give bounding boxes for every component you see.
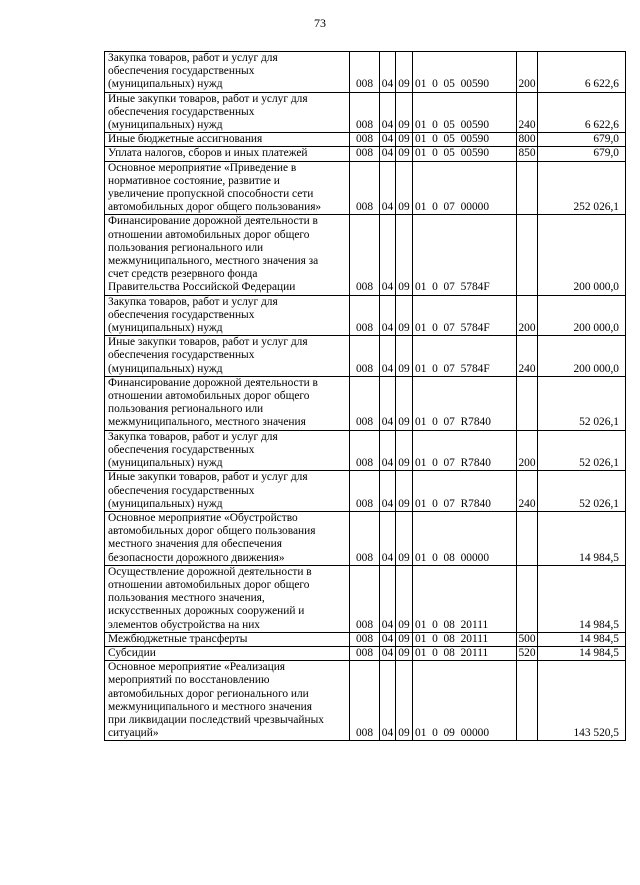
row-name-line: автомобильных дорог общего пользования» xyxy=(108,201,322,214)
section-code: 04 xyxy=(380,471,396,512)
section-code: 04 xyxy=(380,133,396,147)
row-name-line: обеспечения государственных xyxy=(108,65,255,78)
target-article-code: 01 0 07 5784F xyxy=(413,295,517,336)
row-name xyxy=(105,161,350,215)
target-article-code: 01 0 05 00590 xyxy=(413,52,517,93)
subsection-code: 09 xyxy=(396,147,413,161)
budget-table-body xyxy=(105,52,626,741)
row-name-line: обеспечения государственных xyxy=(108,484,255,497)
table-row xyxy=(105,661,626,741)
row-name-line: Закупка товаров, работ и услуг для xyxy=(108,295,278,308)
target-article-code: 01 0 05 00590 xyxy=(413,147,517,161)
expense-type-code xyxy=(517,376,538,430)
row-name xyxy=(105,661,350,741)
row-name-line: обеспечения государственных xyxy=(108,349,255,362)
row-name-line: межмуниципального, местного значения за xyxy=(108,255,319,268)
row-name-line: Закупка товаров, работ и услуг для xyxy=(108,52,278,64)
table-row xyxy=(105,511,626,565)
target-article-code: 01 0 05 00590 xyxy=(413,133,517,147)
target-article-code: 01 0 08 20111 xyxy=(413,646,517,660)
budget-table xyxy=(104,51,626,741)
row-name-line: безопасности дорожного движения» xyxy=(108,551,285,564)
row-name-line: Основное мероприятие «Реализация xyxy=(108,661,286,674)
amount: 14 984,5 xyxy=(538,646,626,660)
target-article-code: 01 0 08 20111 xyxy=(413,632,517,646)
amount: 679,0 xyxy=(538,133,626,147)
row-name-line: (муниципальных) нужд xyxy=(108,497,223,510)
row-name-line: местного значения для обеспечения xyxy=(108,538,282,551)
target-article-code: 01 0 08 20111 xyxy=(413,565,517,632)
row-name-line: Иные бюджетные ассигнования xyxy=(108,133,263,146)
ministry-code: 008 xyxy=(350,215,380,295)
subsection-code: 09 xyxy=(396,52,413,93)
row-name-line: пользования регионального или xyxy=(108,403,264,416)
subsection-code: 09 xyxy=(396,471,413,512)
table-row xyxy=(105,161,626,215)
subsection-code: 09 xyxy=(396,161,413,215)
table-row xyxy=(105,565,626,632)
ministry-code: 008 xyxy=(350,133,380,147)
ministry-code: 008 xyxy=(350,430,380,471)
row-name-line: Финансирование дорожной деятельности в xyxy=(108,376,318,389)
row-name-line: Иные закупки товаров, работ и услуг для xyxy=(108,471,308,484)
ministry-code: 008 xyxy=(350,295,380,336)
section-code: 04 xyxy=(380,661,396,741)
row-name-line: Осуществление дорожной деятельности в xyxy=(108,565,312,578)
row-name-line: автомобильных дорог общего пользования xyxy=(108,525,316,538)
ministry-code: 008 xyxy=(350,376,380,430)
amount: 6 622,6 xyxy=(538,52,626,93)
target-article-code: 01 0 07 5784F xyxy=(413,336,517,377)
section-code: 04 xyxy=(380,632,396,646)
table-row xyxy=(105,147,626,161)
table-row xyxy=(105,92,626,133)
ministry-code: 008 xyxy=(350,52,380,93)
amount: 52 026,1 xyxy=(538,376,626,430)
row-name-line: Субсидии xyxy=(108,646,156,659)
row-name-line: пользования местного значения, xyxy=(108,592,265,605)
row-name xyxy=(105,376,350,430)
amount: 200 000,0 xyxy=(538,295,626,336)
expense-type-code: 520 xyxy=(518,646,536,659)
section-code: 04 xyxy=(380,161,396,215)
section-code: 04 xyxy=(380,376,396,430)
row-name xyxy=(105,430,350,471)
row-name-line: обеспечения государственных xyxy=(108,105,255,118)
row-name-line: (муниципальных) нужд xyxy=(108,457,223,470)
section-code: 04 xyxy=(380,147,396,161)
table-row xyxy=(105,376,626,430)
target-article-code: 01 0 07 5784F xyxy=(413,215,517,295)
expense-type-code xyxy=(517,511,538,565)
row-name-line: Основное мероприятие «Приведение в xyxy=(108,161,297,174)
table-row xyxy=(105,632,626,646)
row-name-line: при ликвидации последствий чрезвычайных xyxy=(108,713,324,726)
row-name-line: элементов обустройства на них xyxy=(108,618,260,631)
row-name-line: Иные закупки товаров, работ и услуг для xyxy=(108,92,308,105)
table-row xyxy=(105,52,626,93)
target-article-code: 01 0 07 00000 xyxy=(413,161,517,215)
row-name-line: обеспечения государственных xyxy=(108,443,255,456)
amount: 14 984,5 xyxy=(538,511,626,565)
row-name-line: Закупка товаров, работ и услуг для xyxy=(108,430,278,443)
table-row xyxy=(105,133,626,147)
ministry-code: 008 xyxy=(350,661,380,741)
ministry-code: 008 xyxy=(350,632,380,646)
section-code: 04 xyxy=(380,430,396,471)
ministry-code: 008 xyxy=(350,92,380,133)
row-name-line: обеспечения государственных xyxy=(108,308,255,321)
expense-type-code: 850 xyxy=(518,147,536,160)
row-name-line: искусственных дорожных сооружений и xyxy=(108,605,305,618)
expense-type-code: 200 xyxy=(517,295,538,336)
subsection-code: 09 xyxy=(396,646,413,660)
row-name-line: (муниципальных) нужд xyxy=(108,362,223,375)
subsection-code: 09 xyxy=(396,215,413,295)
expense-type-code xyxy=(517,161,538,215)
table-row xyxy=(105,646,626,660)
row-name xyxy=(105,92,350,133)
section-code: 04 xyxy=(380,295,396,336)
page-number: 73 xyxy=(314,16,326,30)
subsection-code: 09 xyxy=(396,133,413,147)
subsection-code: 09 xyxy=(396,430,413,471)
row-name-line: Межбюджетные трансферты xyxy=(108,632,248,645)
row-name-line: пользования регионального или xyxy=(108,241,264,254)
row-name xyxy=(105,147,350,161)
section-code: 04 xyxy=(380,511,396,565)
expense-type-code: 240 xyxy=(517,336,538,377)
expense-type-code: 240 xyxy=(517,92,538,133)
row-name-line: отношении автомобильных дорог общего xyxy=(108,228,310,241)
section-code: 04 xyxy=(380,565,396,632)
row-name-line: Финансирование дорожной деятельности в xyxy=(108,215,318,228)
expense-type-code: 240 xyxy=(517,471,538,512)
section-code: 04 xyxy=(380,92,396,133)
table-row xyxy=(105,295,626,336)
row-name xyxy=(105,295,350,336)
subsection-code: 09 xyxy=(396,565,413,632)
row-name xyxy=(105,632,350,646)
subsection-code: 09 xyxy=(396,376,413,430)
row-name-line: (муниципальных) нужд xyxy=(108,78,223,91)
ministry-code: 008 xyxy=(350,161,380,215)
row-name-line: ситуаций» xyxy=(108,727,159,740)
row-name-line: (муниципальных) нужд xyxy=(108,119,223,132)
row-name-line: Уплата налогов, сборов и иных платежей xyxy=(108,147,308,160)
target-article-code: 01 0 07 R7840 xyxy=(413,376,517,430)
row-name-line: межмуниципального, местного значения xyxy=(108,416,306,429)
target-article-code: 01 0 08 00000 xyxy=(413,511,517,565)
amount: 252 026,1 xyxy=(538,161,626,215)
expense-type-code xyxy=(517,565,538,632)
row-name-line: нормативное состояние, развитие и xyxy=(108,174,280,187)
table-row xyxy=(105,430,626,471)
target-article-code: 01 0 09 00000 xyxy=(413,661,517,741)
amount: 52 026,1 xyxy=(538,430,626,471)
row-name xyxy=(105,215,350,295)
row-name xyxy=(105,336,350,377)
expense-type-code: 500 xyxy=(518,632,536,645)
amount: 14 984,5 xyxy=(538,632,626,646)
row-name-line: Иные закупки товаров, работ и услуг для xyxy=(108,336,308,349)
row-name xyxy=(105,133,350,147)
row-name xyxy=(105,471,350,512)
row-name xyxy=(105,511,350,565)
ministry-code: 008 xyxy=(350,565,380,632)
table-row xyxy=(105,336,626,377)
row-name-line: Основное мероприятие «Обустройство xyxy=(108,511,298,524)
target-article-code: 01 0 07 R7840 xyxy=(413,471,517,512)
amount: 52 026,1 xyxy=(538,471,626,512)
row-name-line: Правительства Российской Федерации xyxy=(108,281,296,294)
ministry-code: 008 xyxy=(350,471,380,512)
subsection-code: 09 xyxy=(396,336,413,377)
subsection-code: 09 xyxy=(396,92,413,133)
expense-type-code: 200 xyxy=(517,430,538,471)
section-code: 04 xyxy=(380,52,396,93)
table-row xyxy=(105,215,626,295)
subsection-code: 09 xyxy=(396,661,413,741)
row-name xyxy=(105,646,350,660)
amount: 6 622,6 xyxy=(538,92,626,133)
target-article-code: 01 0 05 00590 xyxy=(413,92,517,133)
row-name xyxy=(105,565,350,632)
target-article-code: 01 0 07 R7840 xyxy=(413,430,517,471)
row-name-line: увеличение пропускной способности сети xyxy=(108,188,314,201)
section-code: 04 xyxy=(380,215,396,295)
ministry-code: 008 xyxy=(350,336,380,377)
row-name-line: (муниципальных) нужд xyxy=(108,322,223,335)
amount: 200 000,0 xyxy=(538,336,626,377)
row-name-line: отношении автомобильных дорог общего xyxy=(108,390,310,403)
amount: 143 520,5 xyxy=(538,661,626,741)
subsection-code: 09 xyxy=(396,511,413,565)
row-name-line: автомобильных дорог регионального или xyxy=(108,687,309,700)
row-name-line: счет средств резервного фонда xyxy=(108,268,258,281)
row-name-line: отношении автомобильных дорог общего xyxy=(108,578,310,591)
ministry-code: 008 xyxy=(350,147,380,161)
row-name xyxy=(105,52,350,93)
amount: 14 984,5 xyxy=(538,565,626,632)
section-code: 04 xyxy=(380,336,396,377)
table-row xyxy=(105,471,626,512)
subsection-code: 09 xyxy=(396,295,413,336)
section-code: 04 xyxy=(380,646,396,660)
expense-type-code xyxy=(517,661,538,741)
expense-type-code: 200 xyxy=(517,52,538,93)
ministry-code: 008 xyxy=(350,646,380,660)
row-name-line: межмуниципального и местного значения xyxy=(108,700,312,713)
row-name-line: мероприятий по восстановлению xyxy=(108,674,270,687)
amount: 200 000,0 xyxy=(538,215,626,295)
amount: 679,0 xyxy=(538,147,626,161)
expense-type-code xyxy=(517,215,538,295)
subsection-code: 09 xyxy=(396,632,413,646)
expense-type-code: 800 xyxy=(518,133,536,146)
ministry-code: 008 xyxy=(350,511,380,565)
